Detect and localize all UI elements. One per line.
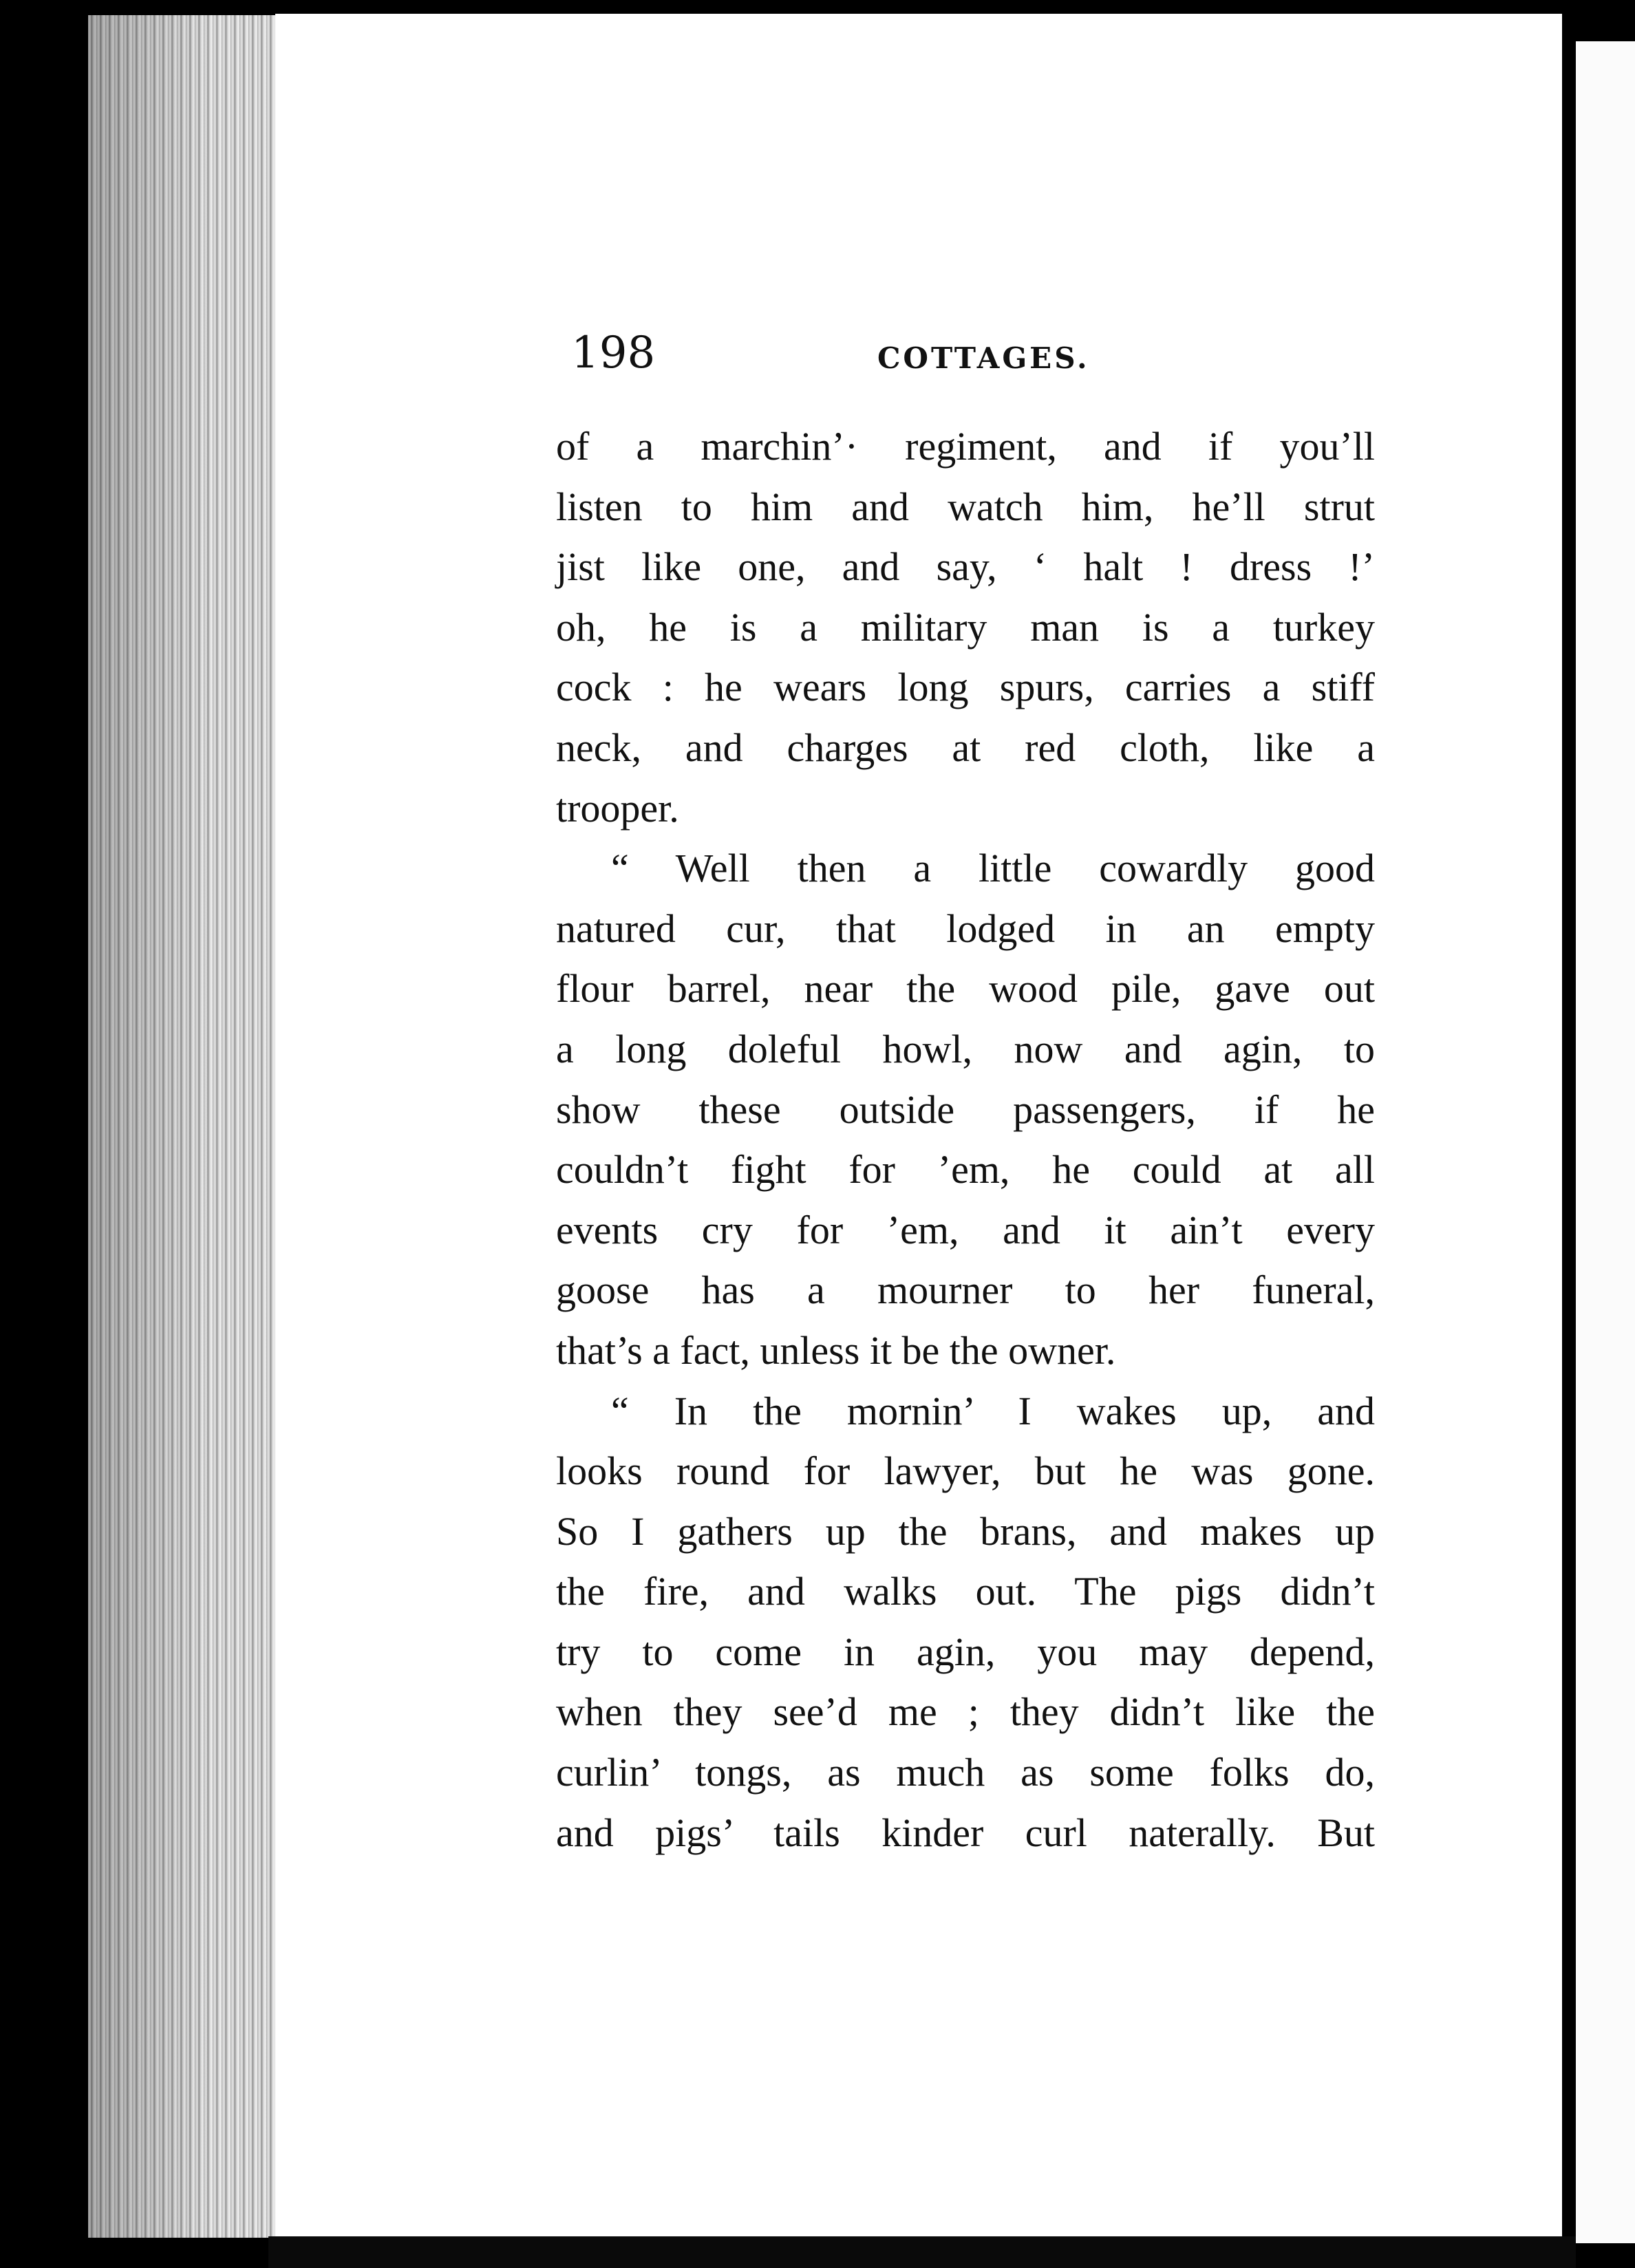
text-line: “ Well then a little cowardly good	[611, 846, 1375, 891]
paragraph	[556, 416, 1375, 838]
text-line: flour barrel, near the wood pile, gave out	[556, 966, 1375, 1012]
text-line: jist like one, and say, ‘ halt ! dress !’	[556, 544, 1375, 590]
bottom-shadow	[268, 2236, 1576, 2268]
text-line: “ In the mornin’ I wakes up, and	[611, 1388, 1375, 1433]
text-line: neck, and charges at red cloth, like a	[556, 725, 1375, 770]
text-line: trooper.	[556, 785, 679, 831]
text-line: and pigs’ tails kinder curl naterally. But	[556, 1810, 1375, 1855]
text-line: couldn’t fight for ’em, he could at all	[556, 1147, 1375, 1192]
text-line: curlin’ tongs, as much as some folks do,	[556, 1750, 1375, 1795]
text-line: looks round for lawyer, but he was gone.	[556, 1448, 1375, 1494]
running-head	[564, 322, 1369, 384]
page-edges-shadow	[88, 15, 295, 2238]
text-line: of a marchin’· regiment, and if you’ll	[556, 424, 1375, 469]
text-line: the fire, and walks out. The pigs didn’t	[556, 1569, 1375, 1614]
text-line: cock : he wears long spurs, carries a stiff	[556, 665, 1375, 710]
gutter-shadow	[1562, 28, 1576, 2257]
body-text	[556, 416, 1375, 1863]
text-line: when they see’d me ; they didn’t like the	[556, 1689, 1375, 1735]
page-number: 198	[571, 328, 656, 378]
text-line: natured cur, that lodged in an empty	[556, 906, 1375, 951]
text-line: show these outside passengers, if he	[556, 1087, 1375, 1132]
text-line: listen to him and watch him, he’ll strut	[556, 484, 1375, 529]
facing-page-sliver	[1576, 41, 1635, 2243]
text-line: So I gathers up the brans, and makes up	[556, 1508, 1375, 1554]
text-line: goose has a mourner to her funeral,	[556, 1267, 1375, 1313]
text-line: oh, he is a military man is a turkey	[556, 604, 1375, 650]
paragraph	[556, 1381, 1375, 1863]
running-title: COTTAGES.	[877, 341, 1090, 375]
text-line: a long doleful howl, now and agin, to	[556, 1026, 1375, 1071]
text-line: events cry for ’em, and it ain’t every	[556, 1207, 1375, 1252]
text-line: that’s a fact, unless it be the owner.	[556, 1327, 1116, 1373]
paragraph	[556, 838, 1375, 1380]
text-line: try to come in agin, you may depend,	[556, 1629, 1375, 1674]
